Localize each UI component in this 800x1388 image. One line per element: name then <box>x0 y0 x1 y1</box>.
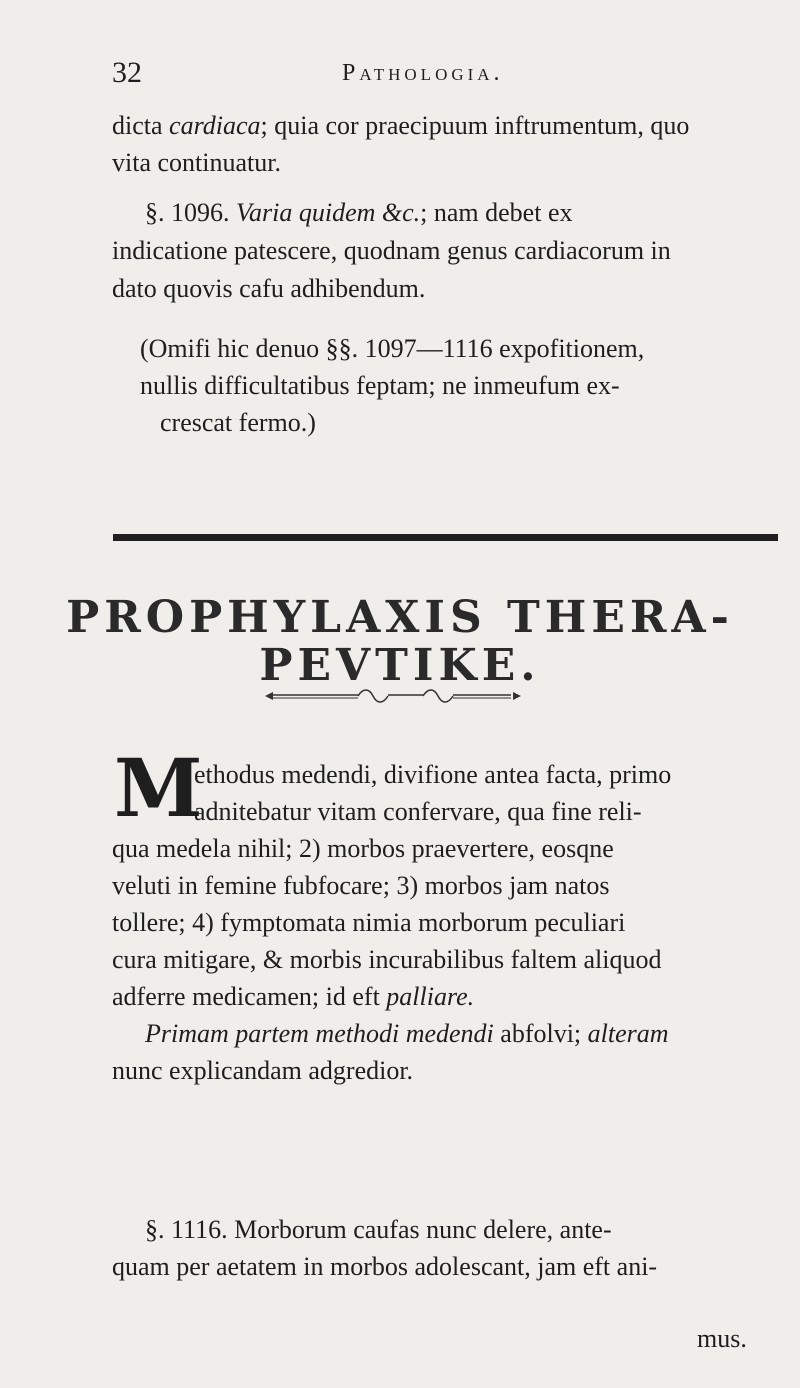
running-head: Pathologia. <box>342 60 504 86</box>
italic-term: Primam partem methodi medendi <box>145 1019 494 1048</box>
text-line <box>194 760 671 790</box>
text-segment: quam per aetatem in morbos adolescant, jam eft ani- <box>112 1252 658 1281</box>
text-segment: ; nam debet ex <box>420 198 573 227</box>
text-line <box>112 274 425 304</box>
text-line <box>112 1056 413 1086</box>
page-number: 32 <box>112 56 142 89</box>
text-line <box>112 111 689 141</box>
text-segment: qua medela nihil; 2) morbos praevertere, eosqne <box>112 834 614 863</box>
text-line <box>112 871 609 901</box>
text-segment: crescat fermo.) <box>160 408 316 437</box>
text-line <box>112 1252 657 1282</box>
text-line <box>140 371 620 401</box>
text-segment: dicta <box>112 111 170 140</box>
text-segment: nunc explicandam adgredior. <box>112 1056 414 1085</box>
text-segment: veluti in femine fubfocare; 3) morbos jam natos <box>112 871 610 900</box>
text-segment: adferre medicamen; id eft <box>112 982 387 1011</box>
text-line <box>145 1019 669 1049</box>
text-line <box>112 945 661 975</box>
text-segment: ; quia cor praecipuum inftrumentum, quo <box>260 111 690 140</box>
text-segment: nullis difficultatibus feptam; ne inmeufum ex- <box>140 371 620 400</box>
text-segment: vita continuatur. <box>112 148 281 177</box>
page-header <box>112 56 672 96</box>
text-line <box>112 148 281 178</box>
text-segment: indicatione patescere, quodnam genus cardiacorum in <box>112 236 671 265</box>
section-title: PROPHYLAXIS THERA- <box>66 592 734 643</box>
text-line <box>112 236 671 266</box>
text-segment: ethodus medendi, divifione antea facta, primo <box>194 760 672 789</box>
text-segment: tollere; 4) fymptomata nimia morborum peculiari <box>112 908 626 937</box>
text-line <box>194 797 642 827</box>
text-segment: §. 1116. Morborum caufas nunc delere, ante- <box>145 1215 612 1244</box>
text-line <box>160 408 316 438</box>
text-line <box>112 982 474 1012</box>
text-segment: (Omifi hic denuo §§. 1097—1116 expofitionem, <box>140 334 645 363</box>
italic-term: cardiaca <box>169 111 261 140</box>
section-reference: §. 1096. <box>145 198 236 227</box>
text-line <box>145 198 573 228</box>
ornament-divider <box>263 686 523 706</box>
text-line <box>112 834 614 864</box>
text-segment: cura mitigare, & morbis incurabilibus faltem aliquod <box>112 945 662 974</box>
text-segment: adnitebatur vitam confervare, qua fine reli- <box>194 797 642 826</box>
text-line <box>145 1215 612 1245</box>
italic-term: Varia quidem &c. <box>236 198 421 227</box>
text-segment: abfolvi; <box>493 1019 588 1048</box>
text-segment: dato quovis cafu adhibendum. <box>112 274 426 303</box>
catchword: mus. <box>697 1324 747 1353</box>
drop-cap: M <box>114 741 203 835</box>
italic-term: palliare. <box>386 982 475 1011</box>
section-rule <box>113 534 778 541</box>
text-line <box>140 334 644 364</box>
italic-term: alteram <box>587 1019 669 1048</box>
section-title-continued: PEVTIKE. <box>259 640 541 691</box>
text-line <box>112 908 625 938</box>
